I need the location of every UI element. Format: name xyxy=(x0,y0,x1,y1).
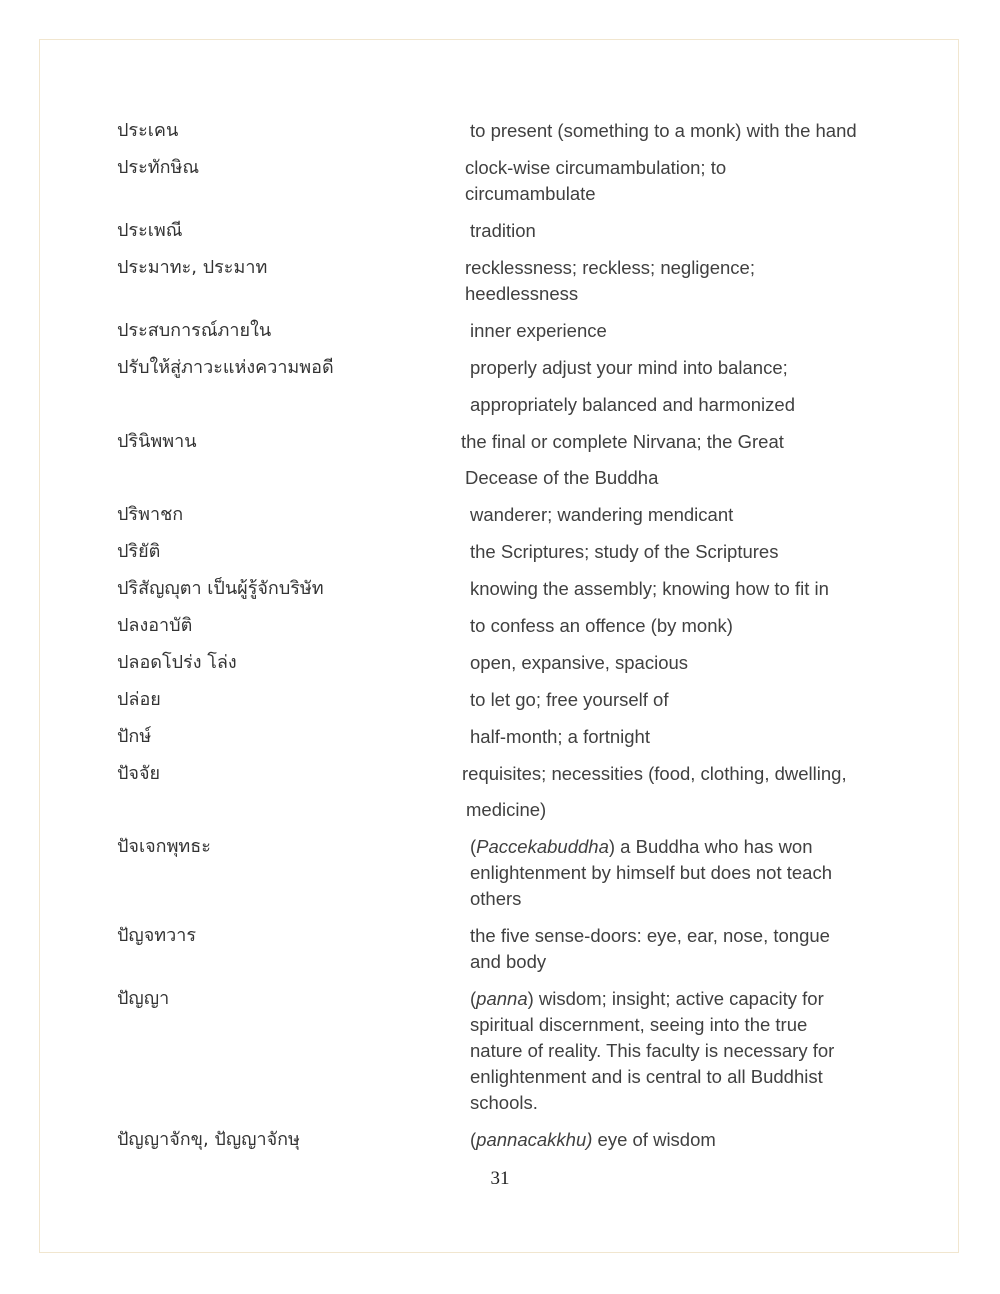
definition-line xyxy=(470,1012,900,1038)
thai-term: ปริสัญญุตา เป็นผู้รู้จักบริษัท xyxy=(117,578,324,599)
definition-line xyxy=(470,949,900,975)
english-definition xyxy=(465,465,895,491)
definition-line xyxy=(466,797,896,823)
page-number: 31 xyxy=(490,1168,510,1189)
definition-text: eye of wisdom xyxy=(592,1129,716,1150)
definition-text: the final or complete Nirvana; the Great xyxy=(461,431,784,452)
definition-text: to let go; free yourself of xyxy=(470,689,669,710)
definition-text: to present (something to a monk) with the hand xyxy=(470,120,857,141)
definition-text: nature of reality. This faculty is necessary for xyxy=(470,1040,835,1061)
definition-text: appropriately balanced and harmonized xyxy=(470,394,795,415)
definition-line xyxy=(465,281,895,307)
definition-text: heedlessness xyxy=(465,283,579,304)
english-definition xyxy=(470,613,900,639)
definition-text: the five sense-doors: eye, ear, nose, tongue xyxy=(470,925,830,946)
thai-term: ปัญจทวาร xyxy=(117,925,197,946)
english-definition xyxy=(465,255,895,307)
thai-term: ประสบการณ์ภายใน xyxy=(117,320,272,341)
english-definition xyxy=(470,502,900,528)
english-definition xyxy=(470,118,900,144)
definition-line xyxy=(470,687,900,713)
english-definition xyxy=(462,761,892,787)
definition-line xyxy=(470,1127,900,1153)
definition-text: enlightenment by himself but does not teach xyxy=(470,862,833,883)
definition-text-italic: panna xyxy=(476,988,528,1009)
definition-text: ) wisdom; insight; active capacity for xyxy=(527,988,824,1009)
definition-line xyxy=(470,650,900,676)
definition-text: circumambulate xyxy=(465,183,596,204)
definition-line xyxy=(465,465,895,491)
definition-line xyxy=(470,886,900,912)
english-definition xyxy=(470,834,900,912)
definition-text: spiritual discernment, seeing into the true xyxy=(470,1014,808,1035)
thai-term: ปริพาชก xyxy=(117,504,184,525)
definition-line xyxy=(470,539,900,565)
definition-line xyxy=(470,834,900,860)
english-definition xyxy=(470,986,900,1116)
definition-text: wanderer; wandering mendicant xyxy=(470,504,734,525)
definition-text: ) a Buddha who has won xyxy=(608,836,813,857)
definition-text: ( xyxy=(470,1129,477,1150)
definition-line xyxy=(470,502,900,528)
definition-text: medicine) xyxy=(466,799,547,820)
definition-line xyxy=(465,181,895,207)
definition-text: schools. xyxy=(470,1092,538,1113)
thai-term: ปัญญา xyxy=(117,988,170,1009)
definition-line xyxy=(470,576,900,602)
definition-line xyxy=(470,724,900,750)
thai-term: ปล่อย xyxy=(117,689,161,710)
definition-line xyxy=(462,761,892,787)
english-definition xyxy=(466,797,896,823)
definition-text: ( xyxy=(470,988,477,1009)
english-definition xyxy=(470,318,900,344)
english-definition xyxy=(470,1127,900,1153)
thai-term: ปรับให้สู่ภาวะแห่งความพอดี xyxy=(117,357,334,378)
definition-text: Decease of the Buddha xyxy=(465,467,659,488)
english-definition xyxy=(461,429,891,455)
thai-term: ปลอดโปร่ง โล่ง xyxy=(117,652,237,673)
thai-term: ประเคน xyxy=(117,120,179,141)
thai-term: ปลงอาบัติ xyxy=(117,615,193,636)
english-definition xyxy=(470,724,900,750)
thai-term: ปริยัติ xyxy=(117,541,161,562)
definition-line xyxy=(470,923,900,949)
definition-text: to confess an offence (by monk) xyxy=(470,615,733,636)
definition-line xyxy=(465,155,895,181)
english-definition xyxy=(470,355,900,381)
thai-term: ปัจเจกพุทธะ xyxy=(117,836,211,857)
definition-line xyxy=(470,613,900,639)
definition-line xyxy=(470,218,900,244)
english-definition xyxy=(470,539,900,565)
definition-text: requisites; necessities (food, clothing, dwelling, xyxy=(462,763,847,784)
english-definition xyxy=(470,650,900,676)
definition-line xyxy=(470,392,900,418)
thai-term: ปรินิพพาน xyxy=(117,431,197,452)
english-definition xyxy=(470,576,900,602)
definition-text: knowing the assembly; knowing how to fit in xyxy=(470,578,829,599)
definition-line xyxy=(470,986,900,1012)
definition-text: clock-wise circumambulation; to xyxy=(465,157,727,178)
definition-text: enlightenment and is central to all Buddhist xyxy=(470,1066,823,1087)
english-definition xyxy=(465,155,895,207)
definition-text: and body xyxy=(470,951,547,972)
definition-text: properly adjust your mind into balance; xyxy=(470,357,788,378)
thai-term: ปัจจัย xyxy=(117,763,161,784)
definition-line xyxy=(470,1090,900,1116)
thai-term: ปัญญาจักขุ, ปัญญาจักษุ xyxy=(117,1129,300,1150)
definition-line xyxy=(470,318,900,344)
definition-line xyxy=(470,1064,900,1090)
definition-text: half-month; a fortnight xyxy=(470,726,650,747)
english-definition xyxy=(470,923,900,975)
definition-text-italic: pannacakkhu) xyxy=(476,1129,593,1150)
thai-term: ปักษ์ xyxy=(117,726,152,747)
definition-line xyxy=(465,255,895,281)
definition-text-italic: Paccekabuddha xyxy=(476,836,609,857)
definition-line xyxy=(470,118,900,144)
english-definition xyxy=(470,218,900,244)
definition-text: the Scriptures; study of the Scriptures xyxy=(470,541,779,562)
thai-term: ประมาทะ, ประมาท xyxy=(117,257,268,278)
definition-line xyxy=(470,1038,900,1064)
definition-text: recklessness; reckless; negligence; xyxy=(465,257,755,278)
definition-line xyxy=(461,429,891,455)
definition-line xyxy=(470,355,900,381)
definition-text: ( xyxy=(470,836,477,857)
definition-text: others xyxy=(470,888,522,909)
definition-text: tradition xyxy=(470,220,536,241)
definition-line xyxy=(470,860,900,886)
thai-term: ประทักษิณ xyxy=(117,157,200,178)
english-definition xyxy=(470,392,900,418)
thai-term: ประเพณี xyxy=(117,220,183,241)
definition-text: open, expansive, spacious xyxy=(470,652,689,673)
english-definition xyxy=(470,687,900,713)
definition-text: inner experience xyxy=(470,320,607,341)
